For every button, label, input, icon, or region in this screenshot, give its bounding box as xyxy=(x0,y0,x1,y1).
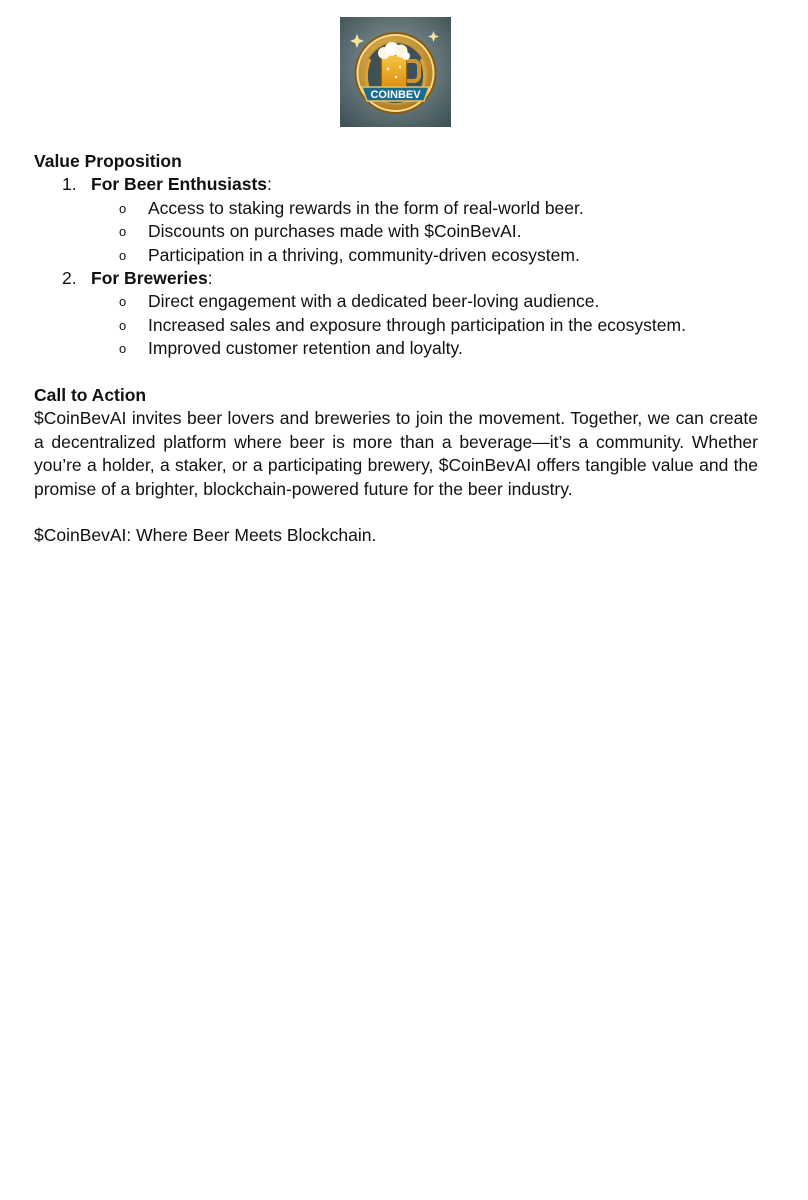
list-item xyxy=(91,337,758,360)
list-item xyxy=(34,267,758,361)
section-title-colon: : xyxy=(207,268,213,289)
circle-bullet-icon: o xyxy=(119,247,127,263)
benefit-text: Improved customer retention and loyalty. xyxy=(148,338,463,359)
call-to-action-body: $CoinBevAI invites beer lovers and breweries to join the movement. Together, we can create a decentralized platform where beer is more than a beverage—it’s a community. Whether you’re a holder, a staker, or a participating brewery, $CoinBevAI offers tangible value and the promise of a brighter, blockchain-powered future for the beer industry. xyxy=(34,408,758,499)
list-number: 1. xyxy=(62,174,77,195)
benefit-text: Direct engagement with a dedicated beer-loving audience. xyxy=(148,291,600,312)
section-title-beer-enthusiasts: For Beer Enthusiasts xyxy=(91,174,268,195)
value-proposition-heading: Value Proposition xyxy=(34,151,182,171)
breweries-benefits xyxy=(91,290,758,360)
spacer xyxy=(34,361,758,384)
circle-bullet-icon: o xyxy=(119,224,127,240)
circle-bullet-icon: o xyxy=(119,317,127,333)
list-item xyxy=(91,314,758,337)
svg-text:COINBEV: COINBEV xyxy=(370,89,421,101)
call-to-action-heading: Call to Action xyxy=(34,385,147,406)
list-item xyxy=(91,290,758,313)
list-number: 2. xyxy=(62,268,77,289)
benefit-text: Discounts on purchases made with $CoinBevAI. xyxy=(148,221,522,242)
value-proposition-list xyxy=(34,173,758,360)
section-title-breweries: For Breweries xyxy=(91,268,208,289)
beer-mug-coin-logo-icon xyxy=(340,17,451,127)
circle-bullet-icon: o xyxy=(119,341,127,357)
beer-enthusiasts-benefits xyxy=(91,197,758,267)
benefit-text: Increased sales and exposure through participation in the ecosystem. xyxy=(148,314,686,335)
tagline: $CoinBevAI: Where Beer Meets Blockchain. xyxy=(34,525,377,546)
section-title-colon: : xyxy=(267,174,272,195)
circle-bullet-icon: o xyxy=(119,294,127,310)
circle-bullet-icon: o xyxy=(119,200,127,216)
spacer xyxy=(34,501,758,524)
list-item xyxy=(91,244,758,267)
list-item xyxy=(91,197,758,220)
list-item xyxy=(91,220,758,243)
document-content xyxy=(34,150,758,548)
benefit-text: Access to staking rewards in the form of real-world beer. xyxy=(148,197,584,218)
list-item xyxy=(34,173,758,267)
coinbev-logo xyxy=(340,17,451,127)
benefit-text: Participation in a thriving, community-driven ecosystem. xyxy=(148,244,580,265)
